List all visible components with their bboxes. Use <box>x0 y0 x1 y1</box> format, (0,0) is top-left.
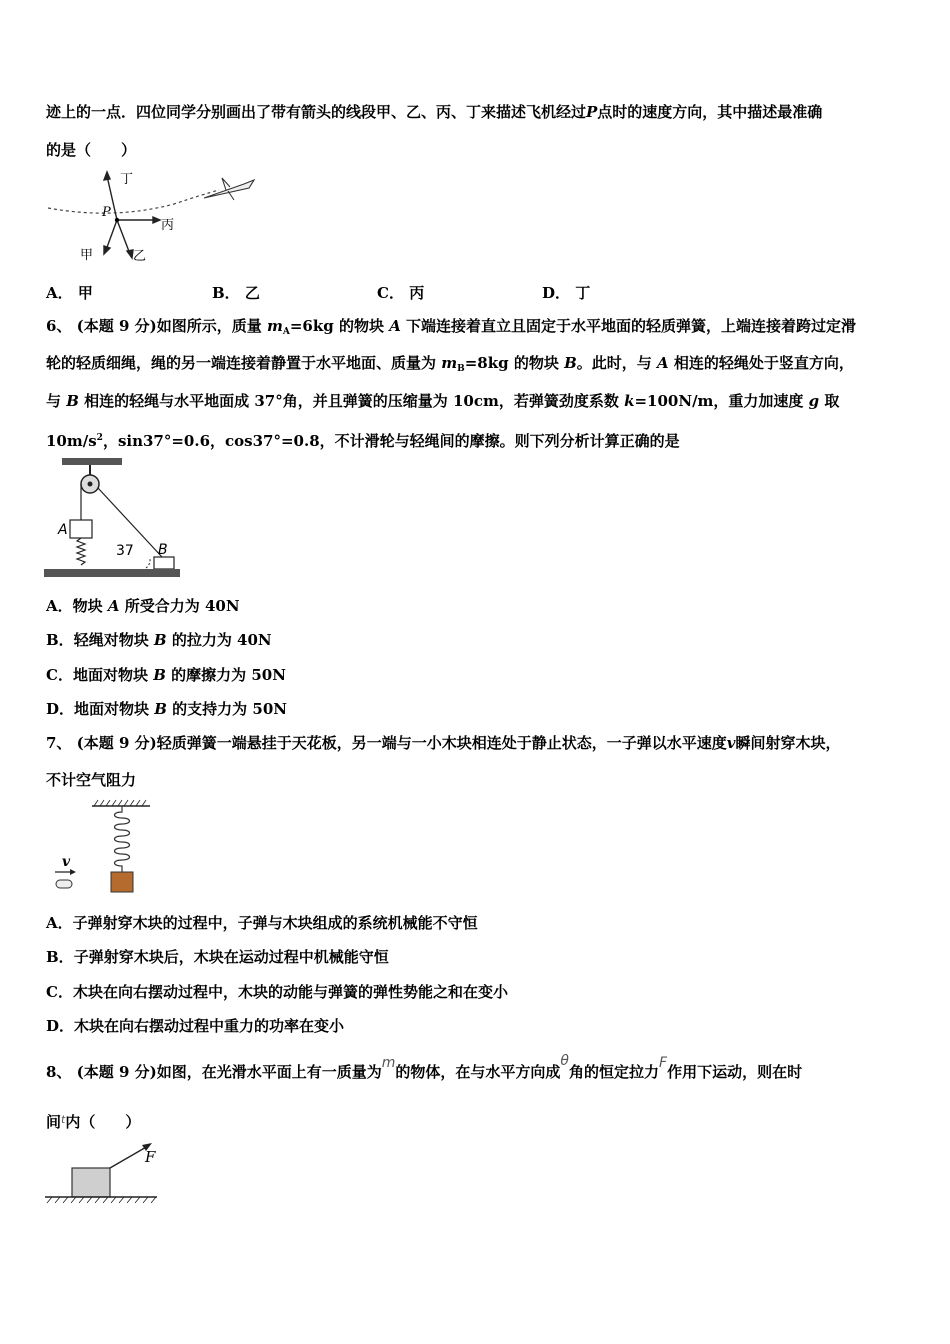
label-yi: 乙 <box>133 249 147 264</box>
q7-option-b[interactable]: B．子弹射穿木块后，木块在运动过程中机械能守恒 <box>46 948 389 966</box>
label-v: v <box>62 854 71 870</box>
q6-line1: 6、 (本题 9 分)如图所示，质量 $m_A=6kg$ 的物块 A 下端连接着直立且固定于水平地面的轻质弹簧，上端连接着跨过定滑 <box>46 317 857 337</box>
label-f: F <box>145 1148 156 1166</box>
wooden-block <box>111 872 133 892</box>
q7-figure-spring-block <box>50 800 160 900</box>
label-a: A <box>58 522 68 538</box>
q8-line2: 间$^t$内（ ） <box>46 1113 141 1131</box>
bullet-icon <box>56 880 72 888</box>
spring-icon <box>115 806 130 872</box>
q6-option-d[interactable]: D．地面对物块 B 的支持力为 50N <box>46 700 287 718</box>
q6-line4: $10m/s^2$，sin37°=0.6，cos37°=0.8，不计滑轮与轻绳间的摩擦。则下列分析计算正确的是 <box>46 432 680 450</box>
q5-option-c[interactable]: C． 丙 <box>377 284 425 302</box>
airplane-icon <box>204 178 254 200</box>
label-jia: 甲 <box>80 248 94 263</box>
label-ding: 丁 <box>120 172 134 187</box>
spring-icon <box>77 538 85 565</box>
q6-line3: 与 B 相连的轻绳与水平地面成 37°角，并且弹簧的压缩量为 10cm，若弹簧劲度系数 k=100N/m，重力加速度 g 取 <box>46 392 840 410</box>
q6-option-a[interactable]: A．物块 A 所受合力为 40N <box>46 597 240 615</box>
label-angle: 37 <box>116 543 134 559</box>
q6-figure-pulley <box>44 458 184 583</box>
q7-option-a[interactable]: A．子弹射穿木块的过程中，子弹与木块组成的系统机械能不守恒 <box>46 914 478 932</box>
q7-line2: 不计空气阻力 <box>46 771 137 789</box>
q6-option-b[interactable]: B．轻绳对物块 B 的拉力为 40N <box>46 631 272 649</box>
block-a <box>70 520 92 538</box>
q5-line1: 迹上的一点．四位同学分别画出了带有箭头的线段甲、乙、丙、丁来描述飞机经过P点时的速度方向，其中描述最准确 <box>46 103 823 121</box>
q6-option-c[interactable]: C．地面对物块 B 的摩擦力为 50N <box>46 666 286 684</box>
q5-option-b[interactable]: B． 乙 <box>212 284 260 302</box>
q7-line1: 7、 (本题 9 分)轻质弹簧一端悬挂于天花板，另一端与一小木块相连处于静止状态，一子弹以水平速度v瞬间射穿木块， <box>46 734 841 752</box>
q8-line1: 8、 (本题 9 分)如图，在光滑水平面上有一质量为m的物体，在与水平方向成θ角的恒定拉力F作用下运动，则在时 <box>46 1053 803 1081</box>
q5-option-d[interactable]: D． 丁 <box>542 284 591 302</box>
label-b: B <box>158 542 168 558</box>
q8-figure-block-force <box>44 1138 169 1208</box>
q6-line2: 轮的轻质细绳，绳的另一端连接着静置于水平地面、质量为 $m_B=8kg$ 的物块 B。此时，与 A 相连的轻绳处于竖直方向， <box>46 354 854 374</box>
q5-option-a[interactable]: A． 甲 <box>46 284 93 302</box>
q7-option-c[interactable]: C．木块在向右摆动过程中，木块的动能与弹簧的弹性势能之和在变小 <box>46 983 508 1001</box>
block-b <box>154 557 174 569</box>
q5-figure-trajectory <box>44 168 259 268</box>
q7-option-d[interactable]: D．木块在向右摆动过程中重力的功率在变小 <box>46 1017 345 1035</box>
label-bing: 丙 <box>161 218 175 233</box>
label-p: P <box>102 205 111 220</box>
q5-line2: 的是（ ） <box>46 141 137 159</box>
block <box>72 1168 110 1197</box>
